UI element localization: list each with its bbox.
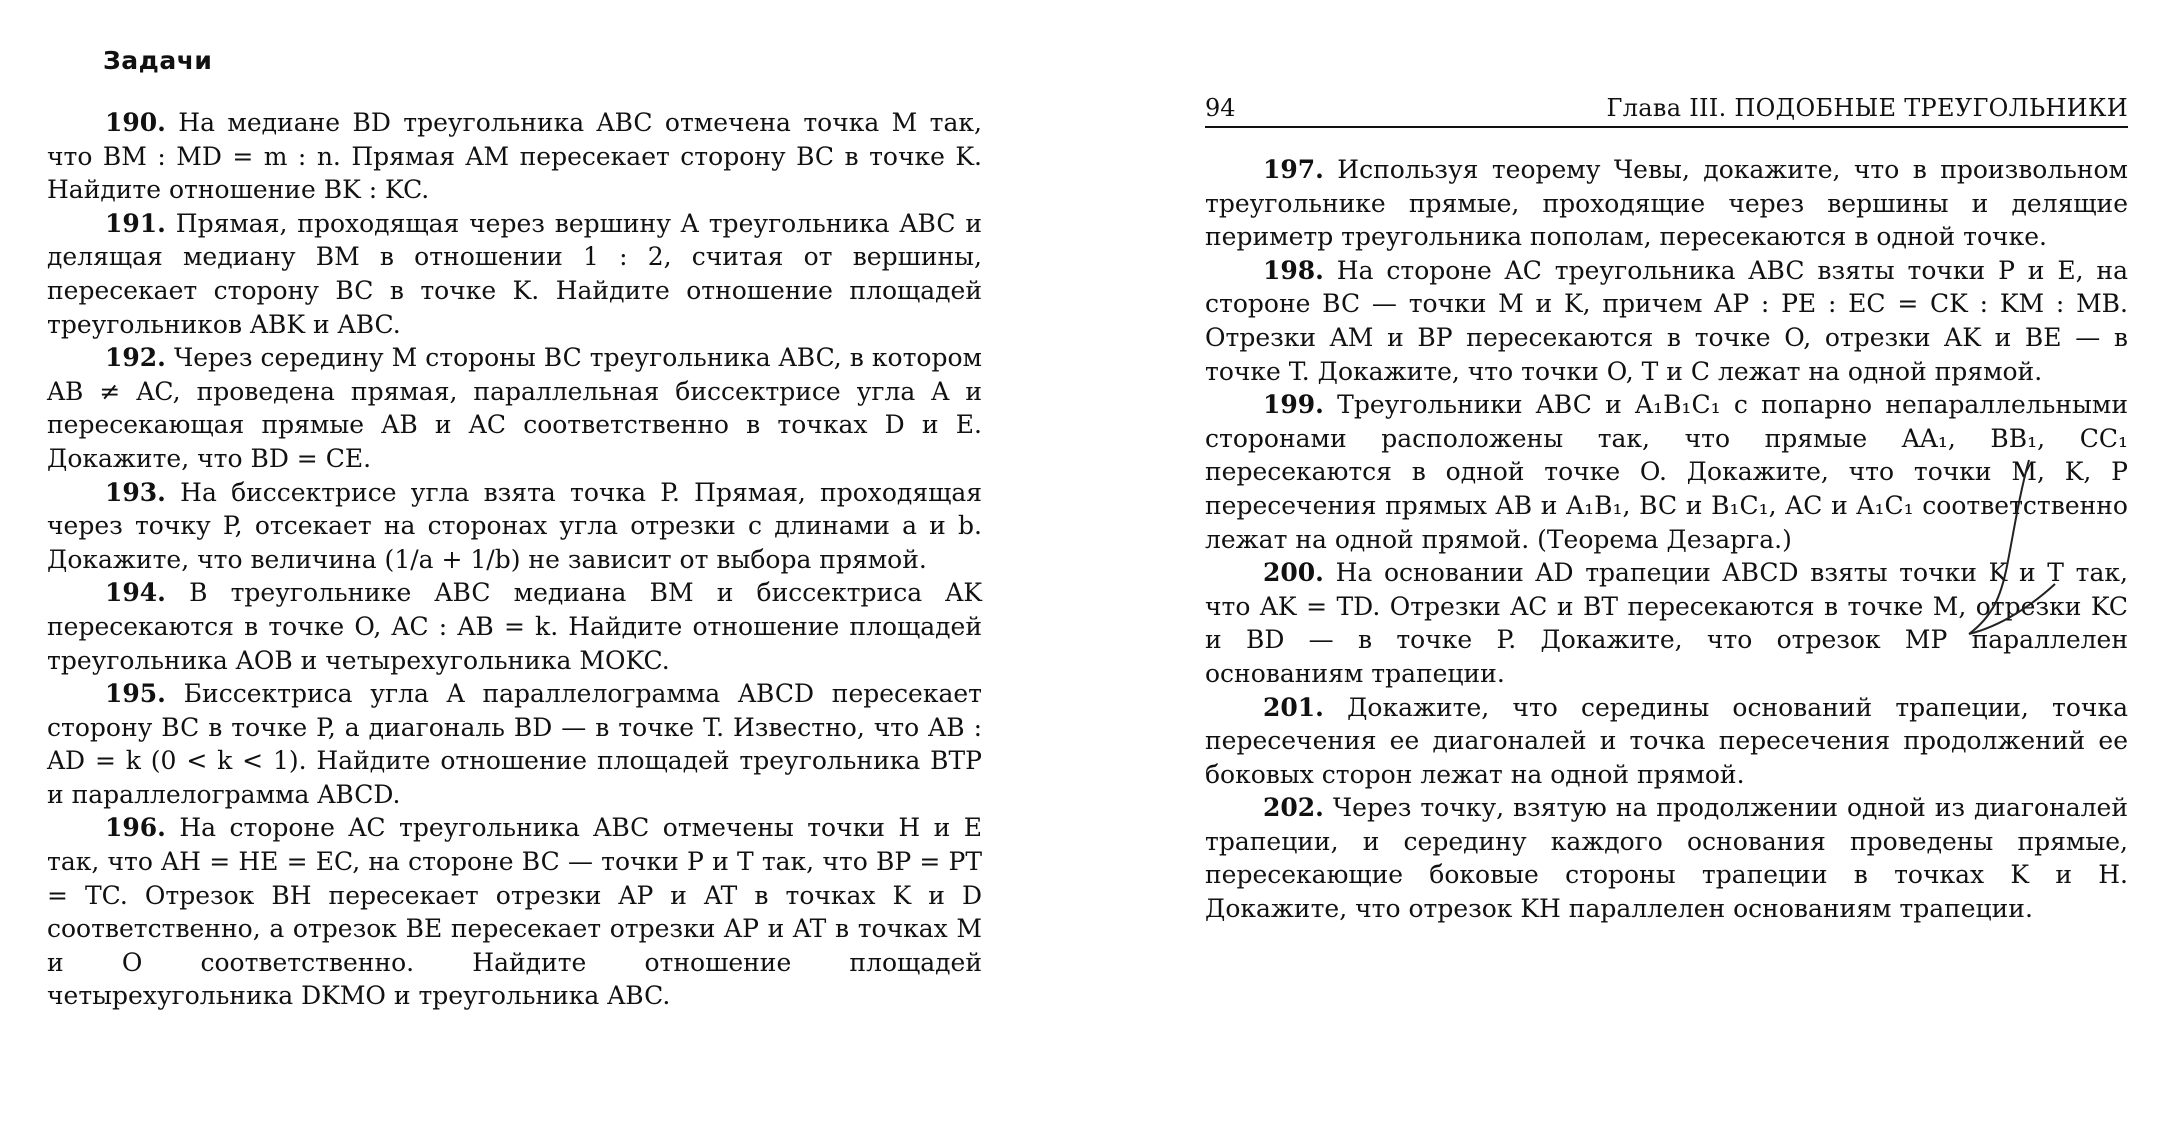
problem-text: На медиане BD треугольника ABC отмечена точка M так, что BM : MD = m : n. Прямая AM пересекает сторону BC в точке K. Найдите отношение BK : KC.: [47, 108, 982, 205]
problem-196: [47, 811, 982, 1013]
page-number: 94: [1205, 94, 1236, 122]
problem-195: [47, 677, 982, 811]
problem-text: На биссектрисе угла взята точка P. Прямая, проходящая через точку P, отсекает на сторонах угла отрезки с длинами a и b. Докажите, что величина (1/a + 1/b) не зависит от выбора прямой.: [47, 477, 983, 574]
problem-number: 201.: [1263, 692, 1324, 722]
problem-number: 191.: [105, 208, 166, 238]
problem-text: В треугольнике ABC медиана BM и биссектриса AK пересекаются в точке O, AC : AB = k. Найдите отношение площадей треугольника AOB и четырехугольника MOKC.: [47, 578, 982, 675]
chapter-title: Глава III. ПОДОБНЫЕ ТРЕУГОЛЬНИКИ: [1606, 94, 2128, 122]
problem-193: [47, 476, 982, 577]
problem-199: [1205, 388, 2128, 556]
problem-200: [1205, 556, 2128, 690]
problem-number: 193.: [105, 477, 166, 507]
problem-text: На основании AD трапеции ABCD взяты точки K и T так, что AK = TD. Отрезки AC и BT пересекаются в точке M, отрезки KC и BD — в точке P. Докажите, что отрезок MP параллелен основаниям трапеции.: [1205, 558, 2128, 688]
problem-text: На стороне AC треугольника ABC отмечены точки H и E так, что AH = HE = EC, на стороне BC — точки P и T так, что BP = PT = TC. Отрезок BH пересекает отрезки AP и AT в точках K и D соответственно, а отрезок BE пересекает отрезки AP и AT в точках M и O соответственно. Найдите отношение площадей четырехугольника DKMO и треугольника ABC.: [47, 813, 983, 1011]
problem-number: 196.: [105, 813, 166, 843]
problem-text: Треугольники ABC и A₁B₁C₁ с попарно непараллельными сторонами расположены так, что прямые AA₁, BB₁, CC₁ пересекаются в одной точке O. Докажите, что точки M, K, P пересечения прямых AB и A₁B₁, BC и B₁C₁, AC и A₁C₁ соответственно лежат на одной прямой. (Теорема Дезарга.): [1205, 390, 2128, 554]
problem-number: 190.: [105, 108, 166, 137]
problem-194: [47, 576, 982, 677]
problem-number: 195.: [105, 679, 166, 709]
problem-text: Через середину M стороны BC треугольника ABC, в котором AB ≠ AC, проведена прямая, параллельная биссектрисе угла A и пересекающая прямые AB и AC соответственно в точках D и E. Докажите, что BD = CE.: [47, 343, 982, 473]
problem-number: 202.: [1263, 793, 1324, 823]
problem-text: Докажите, что середины оснований трапеции, точка пересечения ее диагоналей и точка пересечения продолжений ее боковых сторон лежат на одной прямой.: [1205, 692, 2128, 789]
problem-197: [1205, 153, 2128, 254]
problem-202: [1205, 791, 2128, 925]
problem-list-left: [47, 106, 982, 1013]
problem-text: Через точку, взятую на продолжении одной из диагоналей трапеции, и середину каждого основания проведены прямые, пересекающие боковые стороны трапеции в точках K и H. Докажите, что отрезок KH параллелен основаниям трапеции.: [1205, 793, 2128, 924]
problem-list-right: [1205, 153, 2128, 926]
problem-number: 198.: [1263, 255, 1324, 285]
problem-number: 200.: [1263, 558, 1324, 588]
right-page: [1084, 0, 2168, 1128]
problem-191: [47, 207, 982, 341]
problem-text: На стороне AC треугольника ABC взяты точки P и E, на стороне BC — точки M и K, причем AP : PE : EC = CK : KM : MB. Отрезки AM и BP пересекаются в точке O, отрезки AK и BE — в точке T. Докажите, что точки O, T и C лежат на одной прямой.: [1205, 255, 2129, 386]
problem-198: [1205, 254, 2128, 388]
problem-number: 197.: [1263, 155, 1324, 184]
running-header: [1205, 90, 2128, 128]
problem-text: Прямая, проходящая через вершину A треугольника ABC и делящая медиану BM в отношении 1 : 2, считая от вершины, пересекает сторону BC в точке K. Найдите отношение площадей треугольников ABK и ABC.: [47, 208, 983, 339]
problem-number: 194.: [105, 578, 166, 608]
problem-number: 199.: [1263, 390, 1324, 420]
problem-201: [1205, 691, 2128, 792]
problem-190: [47, 106, 982, 207]
problem-text: Биссектриса угла A параллелограмма ABCD пересекает сторону BC в точке P, а диагональ BD — в точке T. Известно, что AB : AD = k (0 < k < 1). Найдите отношение площадей треугольника BTP и параллелограмма ABCD.: [47, 679, 982, 809]
section-label: Задачи: [103, 46, 213, 75]
problem-192: [47, 341, 982, 475]
problem-text: Используя теорему Чевы, докажите, что в произвольном треугольнике прямые, проходящие через вершины и делящие периметр треугольника пополам, пересекаются в одной точке.: [1205, 155, 2128, 252]
problem-number: 192.: [105, 343, 166, 373]
